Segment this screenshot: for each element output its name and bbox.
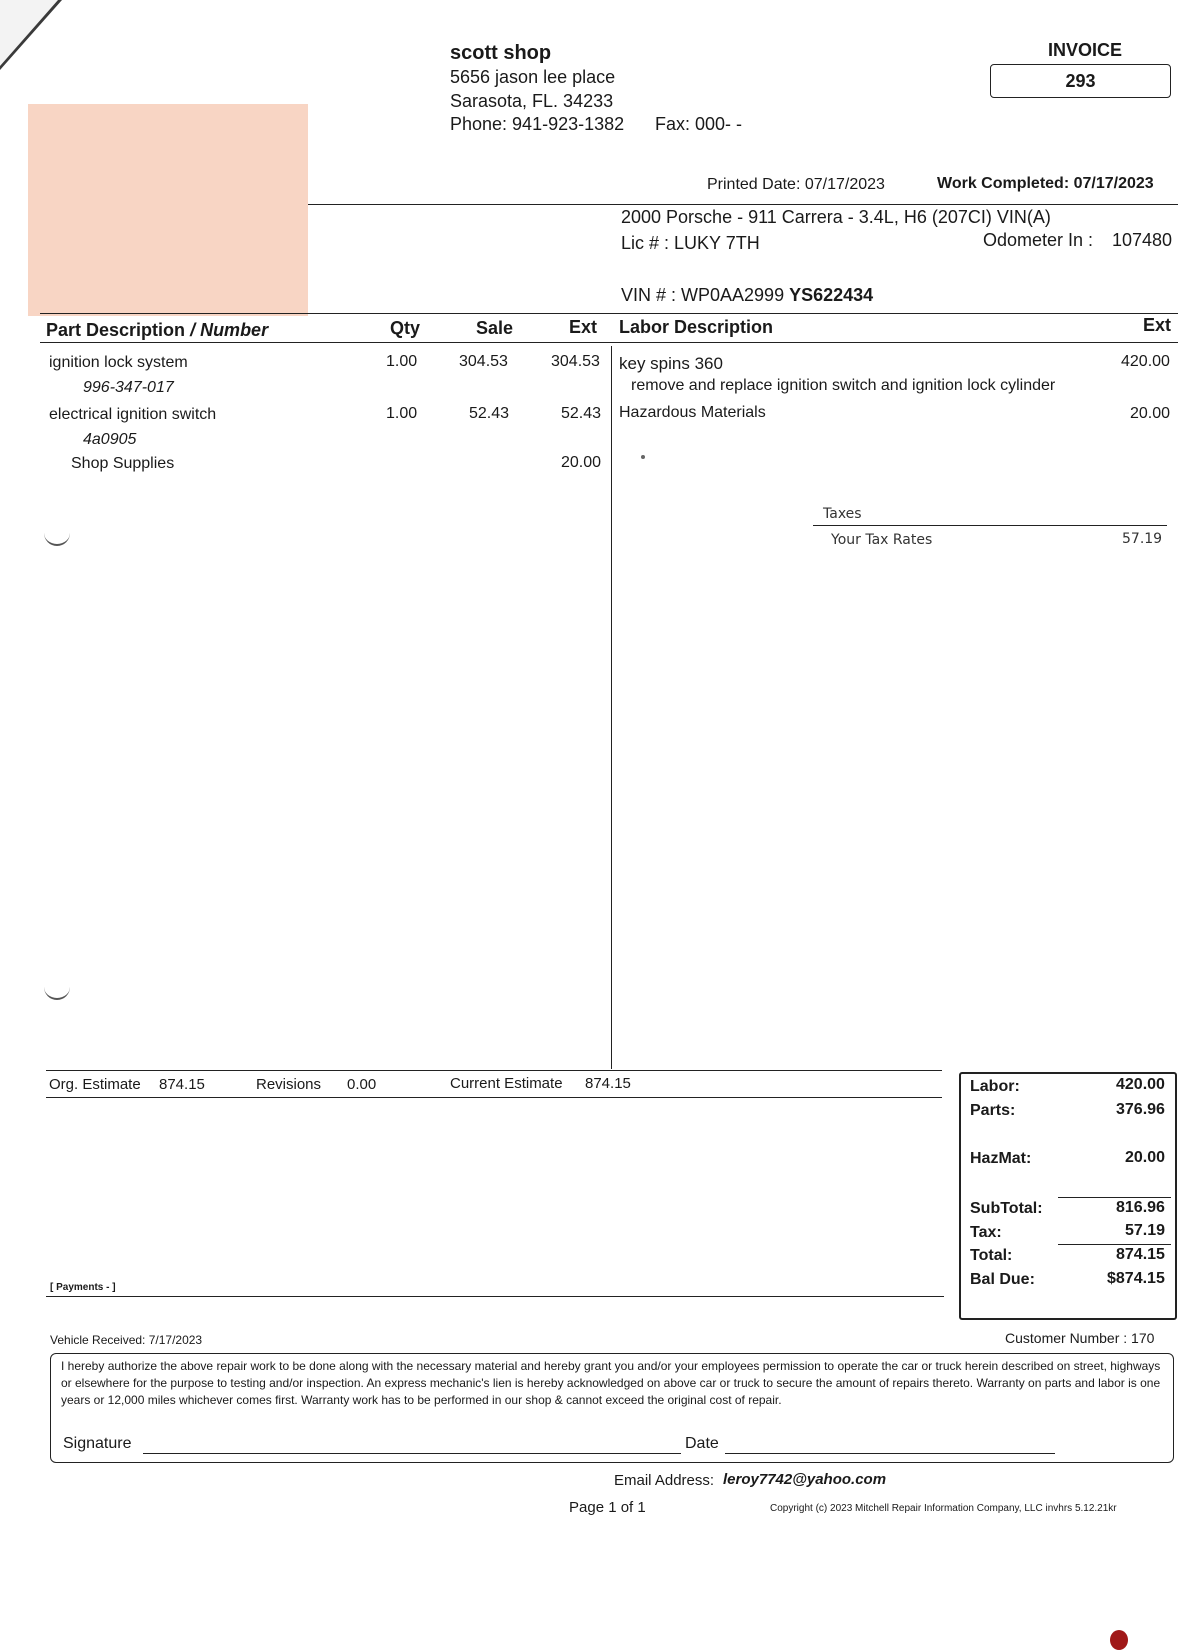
- org-estimate-value: 874.15: [159, 1076, 205, 1093]
- revisions-label: Revisions: [256, 1076, 322, 1093]
- totals-baldue-label: Bal Due:: [970, 1271, 1035, 1288]
- vin: [621, 285, 873, 306]
- vin-label: VIN # : WP0AA2999: [621, 285, 785, 305]
- punch-hole-mark: [44, 530, 70, 546]
- totals-tax-value: 57.19: [1125, 1222, 1166, 1239]
- invoice-title: INVOICE: [1048, 40, 1123, 60]
- part-2-ext: 52.43: [561, 405, 602, 422]
- tax-rates-label: Your Tax Rates: [831, 532, 933, 548]
- totals-hazmat-value: 20.00: [1125, 1149, 1166, 1166]
- parts-header-number: / Number: [190, 320, 269, 340]
- odometer-label: Odometer In :: [983, 230, 1094, 250]
- labor-header-description: Labor Description: [619, 317, 774, 337]
- part-2-description: electrical ignition switch: [49, 406, 217, 423]
- totals-subtotal-value: 816.96: [1116, 1199, 1165, 1216]
- part-1-number: 996-347-017: [83, 379, 174, 396]
- shop-fax: Fax: 000- -: [655, 114, 743, 134]
- column-divider: [611, 346, 612, 1069]
- vin-bold: YS622434: [789, 285, 874, 305]
- totals-subtotal-label: SubTotal:: [970, 1200, 1043, 1217]
- labor-1-description: key spins 360: [619, 354, 723, 373]
- printed-date: Printed Date: 07/17/2023: [707, 176, 885, 193]
- current-estimate-label: Current Estimate: [450, 1075, 563, 1092]
- revisions-value: 0.00: [347, 1076, 377, 1093]
- labor-1-ext: 420.00: [1121, 353, 1170, 370]
- parts-header-description: Part Description / Number: [46, 320, 269, 340]
- part-1-qty: 1.00: [386, 353, 418, 370]
- estimates-top-rule: [46, 1070, 942, 1071]
- labor-2-ext: 20.00: [1130, 405, 1171, 422]
- license-plate: Lic # : LUKY 7TH: [621, 233, 760, 253]
- customer-number: Customer Number : 170: [1005, 1330, 1155, 1346]
- part-2-qty: 1.00: [386, 405, 418, 422]
- shop-city-state-zip: Sarasota, FL. 34233: [450, 91, 614, 111]
- odometer-value: 107480: [1112, 230, 1173, 250]
- estimates-bottom-rule: [46, 1097, 942, 1098]
- shop-name: scott shop: [450, 42, 552, 64]
- vehicle-description: 2000 Porsche - 911 Carrera - 3.4L, H6 (207CI) VIN(A): [621, 207, 1051, 227]
- table-header-rule: [40, 342, 1178, 343]
- totals-labor-value: 420.00: [1116, 1076, 1165, 1093]
- taxes-rule: [813, 525, 1167, 526]
- payments-label: [ Payments - ]: [50, 1282, 116, 1293]
- signature-line[interactable]: [143, 1453, 681, 1454]
- part-2-number: 4a0905: [83, 431, 137, 448]
- header-divider: [308, 204, 1178, 205]
- labor-2-description: Hazardous Materials: [619, 404, 766, 421]
- parts-header-qty: Qty: [390, 318, 421, 338]
- totals-total-value: 874.15: [1116, 1246, 1165, 1263]
- taxes-title: Taxes: [823, 506, 862, 522]
- copyright: Copyright (c) 2023 Mitchell Repair Information Company, LLC invhrs 5.12.21kr: [770, 1503, 1117, 1514]
- totals-baldue-value: $874.15: [1107, 1270, 1165, 1287]
- subtotal-rule: [1058, 1197, 1171, 1198]
- parts-header-sale: Sale: [476, 318, 514, 338]
- part-3-ext: 20.00: [561, 454, 602, 471]
- totals-parts-value: 376.96: [1116, 1101, 1165, 1118]
- signature-label: Signature: [63, 1435, 132, 1452]
- labor-header-ext: Ext: [1143, 315, 1172, 335]
- email-label: Email Address:: [614, 1472, 715, 1489]
- org-estimate-label: Org. Estimate: [49, 1076, 141, 1093]
- ink-spot: [1110, 1630, 1128, 1650]
- totals-hazmat-label: HazMat:: [970, 1150, 1032, 1167]
- total-rule: [1058, 1244, 1171, 1245]
- part-1-ext: 304.53: [551, 353, 600, 370]
- tax-rates-value: 57.19: [1122, 531, 1163, 547]
- part-1-sale: 304.53: [459, 353, 508, 370]
- current-estimate-value: 874.15: [585, 1075, 631, 1092]
- labor-1-detail: remove and replace ignition switch and ignition lock cylinder: [631, 377, 1056, 394]
- totals-total-label: Total:: [970, 1247, 1013, 1264]
- totals-parts-label: Parts:: [970, 1102, 1016, 1119]
- page-number: Page 1 of 1: [569, 1499, 646, 1516]
- part-3-description: Shop Supplies: [71, 455, 175, 472]
- invoice-number: 293: [990, 64, 1171, 98]
- authorization-box: [50, 1353, 1174, 1463]
- table-top-rule: [40, 313, 1178, 314]
- vehicle-received: Vehicle Received: 7/17/2023: [50, 1333, 203, 1347]
- part-2-sale: 52.43: [469, 405, 510, 422]
- payments-rule: [46, 1296, 944, 1297]
- redacted-block: [28, 104, 308, 316]
- date-label: Date: [685, 1435, 719, 1452]
- totals-labor-label: Labor:: [970, 1078, 1020, 1095]
- folded-corner-inner: [0, 0, 58, 66]
- part-1-description: ignition lock system: [49, 354, 188, 371]
- work-completed-date: Work Completed: 07/17/2023: [937, 175, 1154, 192]
- shop-address: 5656 jason lee place: [450, 67, 616, 87]
- scan-speck: [641, 455, 645, 459]
- parts-header-ext: Ext: [569, 317, 598, 337]
- punch-hole-mark: [44, 984, 70, 1000]
- date-line[interactable]: [725, 1453, 1055, 1454]
- email-address: leroy7742@yahoo.com: [723, 1471, 887, 1488]
- shop-phone: Phone: 941-923-1382: [450, 114, 625, 134]
- totals-tax-label: Tax:: [970, 1224, 1002, 1241]
- authorization-text: I hereby authorize the above repair work to be done along with the necessary material and hereby grant you and/or your employees permission to operate the car or truck herein described on street, highways or elsewhere for the purpose to testing and/or inspection. An express mechanic's lien is hereby acknowledged on above car or truck to secure the amount of repairs thereto. Warranty on parts and labor is one years or 12,000 miles whichever comes first. Warranty work has to be performed in our shop & cannot exceed the original cost of repair.: [61, 1359, 1161, 1407]
